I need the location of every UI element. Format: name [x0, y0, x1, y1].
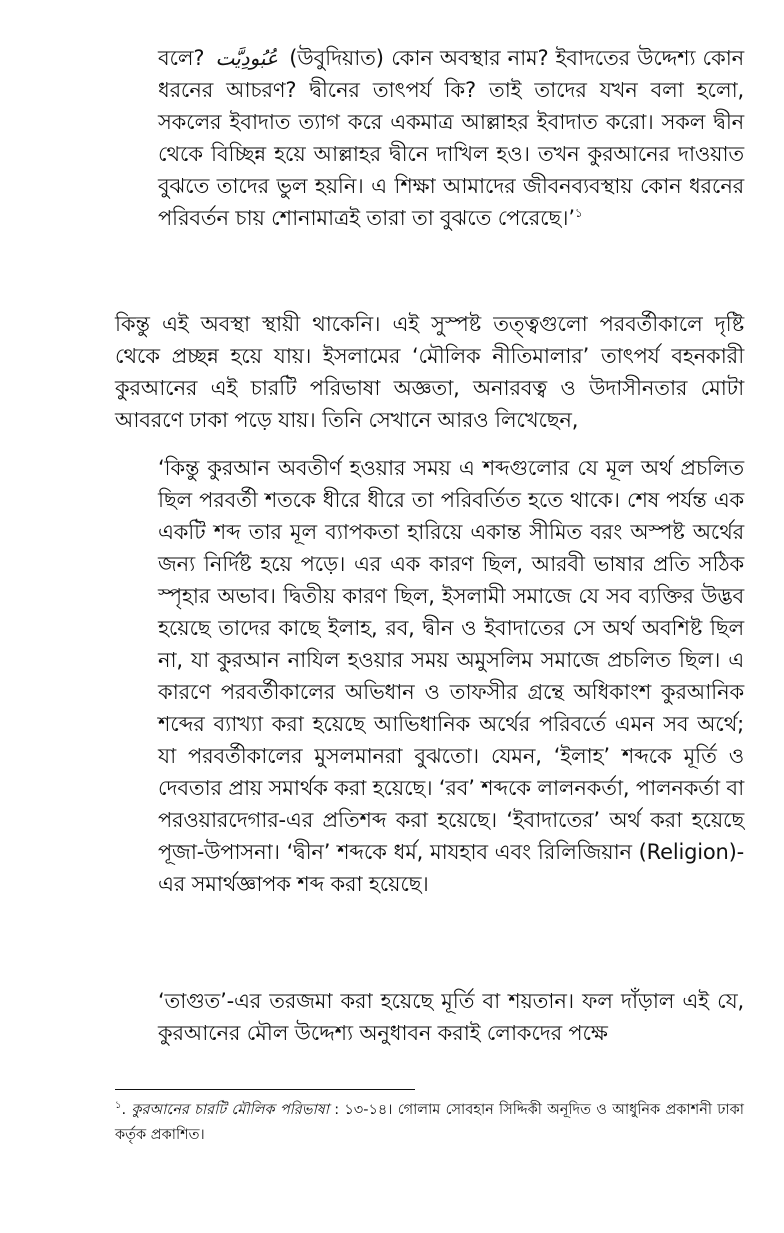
footnote-marker: ১ — [115, 1100, 122, 1112]
quote1-text-start: বলে? — [158, 46, 205, 70]
footnote — [115, 1098, 744, 1148]
quote-paragraph-3: ‘তাগুত’-এর তরজমা করা হয়েছে মূর্তি বা শয়তান। ফল দাঁড়াল এই যে, কুরআনের মৌল উদ্দেশ্য অনুধাবন করাই লোকদের পক্ষে — [158, 989, 744, 1045]
footnote-divider — [115, 1089, 415, 1090]
footnote-marker-dot: . — [121, 1102, 132, 1118]
body-paragraph-1: কিন্তু এই অবস্থা স্থায়ী থাকেনি। এই সুস্পষ্ট তত্ত্বগুলো পরবর্তীকালে দৃষ্টি থেকে প্রচ্ছন্ন হয়ে যায়। ইসলামের ‘মৌলিক নীতিমালার’ তাৎপর্য বহনকারী কুরআনের এই চারটি পরিভাষা অজ্ঞতা, অনারবত্ব ও উদাসীনতার মোটা আবরণে ঢাকা পড়ে যায়। তিনি সেখানে আরও লিখেছেন, — [115, 312, 744, 432]
arabic-term-ubudiyat: عُبُودِيَّت — [215, 46, 278, 70]
quote-paragraph-2: ‘কিন্তু কুরআন অবতীর্ণ হওয়ার সময় এ শব্দগুলোর যে মূল অর্থ প্রচলিত ছিল পরবর্তী শতকে ধীরে ধীরে তা পরিবর্তিত হতে থাকে। শেষ পর্যন্ত এক একটি শব্দ তার মূল ব্যাপকতা হারিয়ে একান্ত সীমিত বরং অস্পষ্ট অর্থের জন্য নির্দিষ্ট হয়ে পড়ে। এর এক কারণ ছিল, আরবী ভাষার প্রতি সঠিক স্পৃহার অভাব। দ্বিতীয় কারণ ছিল, ইসলামী সমাজে যে সব ব্যক্তির উদ্ভব হয়েছে তাদের কাছে ইলাহ, রব, দ্বীন ও ইবাদাতের সে অর্থ অবশিষ্ট ছিল না, যা কুরআন নাযিল হওয়ার সময় অমুসলিম সমাজে প্রচলিত ছিল। এ কারণে পরবর্তীকালের অভিধান ও তাফসীর গ্রন্থে অধিকাংশ কুরআনিক শব্দের ব্যাখ্যা করা হয়েছে আভিধানিক অর্থের পরিবর্তে এমন সব অর্থে; যা পরবর্তীকালের মুসলমানরা বুঝতো। যেমন, ‘ইলাহ’ শব্দকে মূর্তি ও দেবতার প্রায় সমার্থক করা হয়েছে। ‘রব’ শব্দকে লালনকর্তা, পালনকর্তা বা পরওয়ারদেগার-এর প্রতিশব্দ করা হয়েছে। ‘ইবাদাতের’ অর্থ করা হয়েছে পূজা-উপাসনা। ‘দ্বীন’ শব্দকে ধর্ম, মাযহাব এবং রিলিজিয়ান (Religion)-এর সমার্থজ্ঞাপক শব্দ করা হয়েছে। — [158, 456, 744, 896]
footnote-reference[interactable]: ১ — [574, 206, 583, 220]
footnote-text: : ১৩-১৪। গোলাম সোবহান সিদ্দিকী অনূদিত ও আধুনিক প্রকাশনী ঢাকা কর্তৃক প্রকাশিত। — [115, 1102, 744, 1143]
quote-paragraph-1 — [158, 42, 744, 234]
footnote-book-title: কুরআনের চারটি মৌলিক পরিভাষা — [131, 1102, 329, 1118]
quote1-text-rest: (উবুদিয়াত) কোন অবস্থার নাম? ইবাদতের উদ্দেশ্য কোন ধরনের আচরণ? দ্বীনের তাৎপর্য কি? তাই তাদের যখন বলা হলো, সকলের ইবাদাত ত্যাগ করে একমাত্র আল্লাহর ইবাদাত করো। সকল দ্বীন থেকে বিচ্ছিন্ন হয়ে আল্লাহর দ্বীনে দাখিল হও। তখন কুরআনের দাওয়াত বুঝতে তাদের ভুল হয়নি। এ শিক্ষা আমাদের জীবনব্যবস্থায় কোন ধরনের পরিবর্তন চায় শোনামাত্রই তারা তা বুঝতে পেরেছে।’ — [158, 46, 744, 230]
